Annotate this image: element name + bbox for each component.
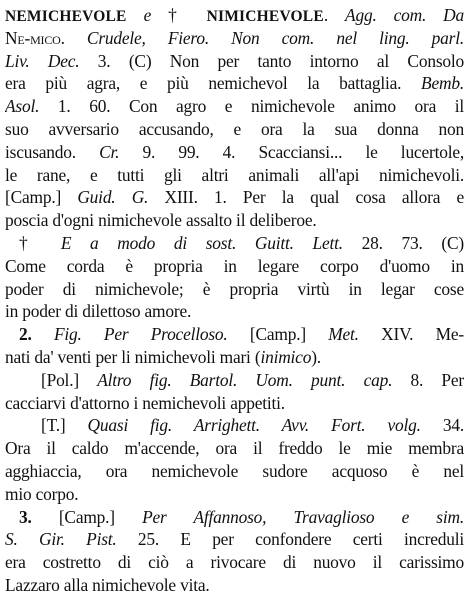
editor-mark: [Pol.] bbox=[41, 369, 98, 390]
entry-line bbox=[5, 278, 464, 301]
entry-line bbox=[5, 50, 464, 73]
entry-line bbox=[5, 300, 464, 323]
entry-line bbox=[5, 460, 464, 483]
citation-text: Ora il caldo m'accende, ora il freddo le mie membra bbox=[5, 438, 464, 459]
citation-text: iscusando. bbox=[5, 141, 100, 162]
sense-number: 3. bbox=[19, 506, 59, 527]
citation-text: Lazzaro alla nimichevole vita. bbox=[5, 574, 210, 595]
editor-mark: [Camp.] bbox=[5, 187, 78, 208]
etymology: Ne-mico bbox=[5, 27, 61, 48]
citation-source: Quasi fig. Arrighett. Avv. Fort. volg. bbox=[87, 415, 421, 436]
definition: Crudele, Fiero. Non com. nel ling. parl. bbox=[86, 27, 464, 48]
editor-mark: [Camp.] bbox=[58, 506, 143, 527]
entry-line bbox=[5, 483, 464, 506]
entry-line bbox=[5, 141, 464, 164]
gloss: inimico bbox=[260, 346, 312, 367]
citation-source: S. Gir. Pist. bbox=[5, 529, 117, 550]
citation-text: era costretto di ciò a rivocare di nuovo il carissimo bbox=[5, 552, 464, 573]
citation-text: mio corpo. bbox=[5, 483, 79, 504]
citation-source: Altro fig. Bartol. Uom. punt. cap. bbox=[97, 369, 393, 390]
sense-label: Fig. Per Procelloso. bbox=[53, 324, 228, 345]
entry-line bbox=[5, 392, 464, 415]
editor-mark: [T.] bbox=[41, 415, 88, 436]
entry-line bbox=[5, 118, 464, 141]
citation-text: cacciarvi d'attorno i nemichevoli appetiti. bbox=[5, 392, 285, 413]
entry-line bbox=[5, 506, 464, 529]
citation-text: 28. 73. (C) bbox=[342, 232, 464, 253]
entry-line bbox=[5, 186, 464, 209]
entry-line bbox=[5, 528, 464, 551]
citation-source: Met. bbox=[328, 324, 359, 345]
citation-text: 9. 99. 4. Scacciansi... le lucertole, bbox=[119, 141, 464, 162]
entry-line bbox=[5, 323, 464, 346]
entry-line bbox=[5, 255, 464, 278]
dagger-mark: † bbox=[19, 232, 61, 253]
citation-text: Come corda è propria in legare corpo d'uomo in bbox=[5, 255, 464, 276]
entry-line bbox=[5, 574, 464, 597]
citation-text: poscia d'ogni nimichevole assalto il deliberoe. bbox=[5, 210, 317, 231]
text-run: . bbox=[323, 5, 346, 25]
citation-text: 1. 60. Con agro e nimichevole animo ora il bbox=[39, 96, 464, 117]
citation-text: XIV. Me- bbox=[358, 324, 464, 345]
citation-text: agghiaccia, ora nemichevole sudore acquoso è nel bbox=[5, 460, 464, 481]
citation-text: nati da' venti per li nimichevoli mari ( bbox=[5, 346, 261, 367]
entry-line bbox=[5, 95, 464, 118]
citation-text: poder di nimichevole; è propria virtù in legar cose bbox=[5, 278, 464, 299]
editor-mark: [Camp.] bbox=[227, 324, 329, 345]
citation-text: XIII. 1. Per la qual cosa allora e bbox=[148, 187, 464, 208]
citation-source: Bemb. bbox=[421, 73, 464, 94]
citation-source: Cr. bbox=[99, 141, 120, 162]
citation-text: 3. (C) Non per tanto intorno al Consolo bbox=[79, 50, 464, 71]
citation-source: Asol. bbox=[5, 96, 40, 117]
entry-line bbox=[5, 346, 464, 369]
citation-text: suo avversario accusando, e ora la sua donna non bbox=[5, 118, 464, 139]
entry-line bbox=[5, 27, 464, 50]
dagger-mark: † bbox=[168, 5, 207, 25]
citation-source: Liv. Dec. bbox=[5, 50, 80, 71]
citation-text: le rane, e tutti gli altri animali all'api nimichevoli. bbox=[5, 164, 464, 185]
entry-line bbox=[5, 232, 464, 255]
grammatical-label: Agg. com. Da bbox=[345, 5, 464, 25]
text-run: e bbox=[126, 5, 169, 25]
citation-text: in poder di dilettoso amore. bbox=[5, 301, 192, 322]
entry-line bbox=[5, 164, 464, 187]
entry-line bbox=[5, 72, 464, 95]
citation-text: ). bbox=[311, 346, 321, 367]
text-run: . bbox=[60, 27, 87, 48]
citation-text: 8. Per bbox=[392, 369, 464, 390]
sense-label: E a modo di sost. Guitt. Lett. bbox=[60, 232, 343, 253]
entry-line bbox=[5, 209, 464, 232]
entry-line bbox=[5, 369, 464, 392]
entry-line bbox=[5, 437, 464, 460]
entry-line bbox=[5, 414, 464, 437]
citation-text: 25. E per confondere certi increduli bbox=[116, 529, 464, 550]
citation-text: 34. bbox=[420, 415, 464, 436]
citation-source: Guid. G. bbox=[77, 187, 149, 208]
citation-text: era più agra, e più nemichevol la battaglia. bbox=[5, 73, 422, 94]
entry-line bbox=[5, 551, 464, 574]
headword: NEMICHEVOLE bbox=[5, 8, 127, 25]
headword-variant: NIMICHEVOLE bbox=[206, 8, 324, 25]
sense-number: 2. bbox=[19, 324, 54, 345]
entry-line bbox=[5, 4, 464, 27]
sense-label: Per Affannoso, Travaglioso e sim. bbox=[142, 506, 464, 527]
